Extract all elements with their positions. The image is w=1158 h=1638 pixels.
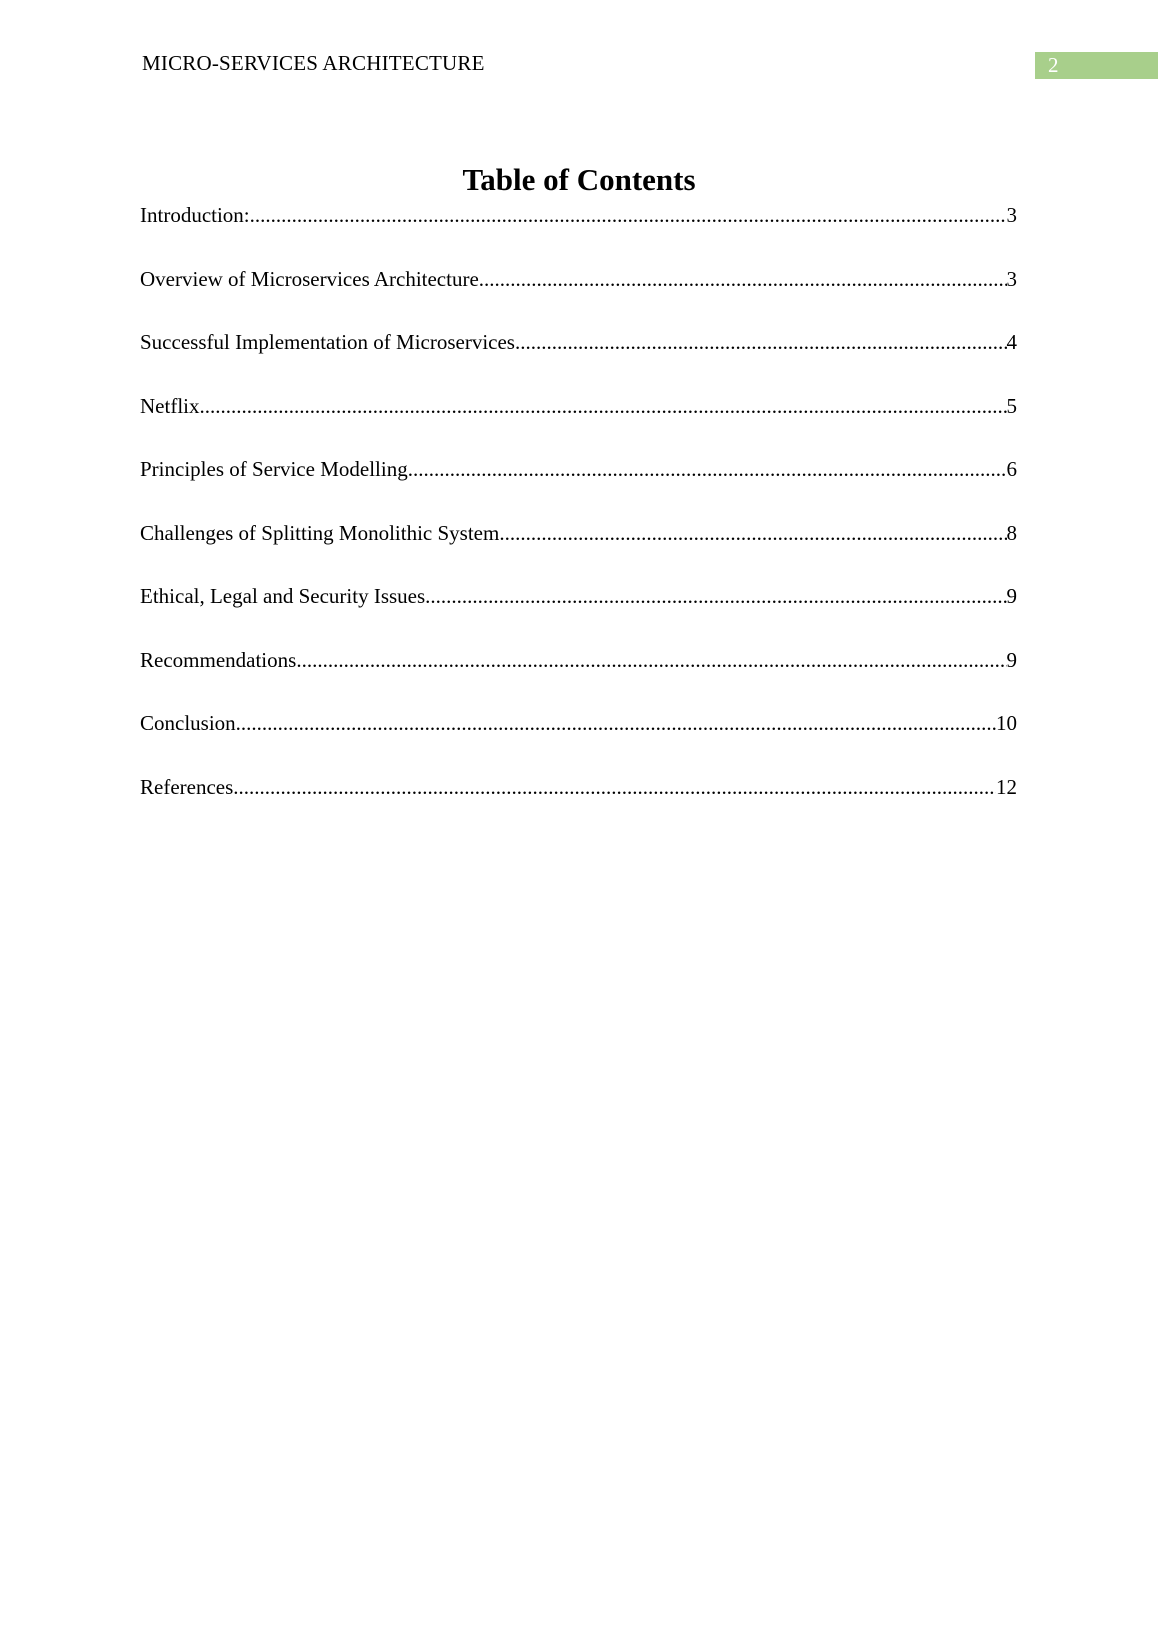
toc-entry-conclusion[interactable] — [140, 707, 1017, 771]
toc-heading: Table of Contents — [462, 162, 696, 197]
toc-entry-recommendations[interactable] — [140, 644, 1017, 708]
toc-entry-ethical-legal-security[interactable] — [140, 580, 1017, 644]
toc-entry-principles[interactable] — [140, 453, 1017, 517]
toc-dot-leader — [233, 771, 996, 803]
toc-entry-page: 9 — [1006, 647, 1017, 672]
toc-entry-netflix[interactable] — [140, 390, 1017, 454]
toc-entry-page: 5 — [1006, 393, 1017, 418]
toc-entry-page: 10 — [996, 711, 1017, 735]
toc-entry-label: Challenges of Splitting Monolithic System — [140, 520, 500, 545]
toc-entry-overview[interactable] — [140, 263, 1017, 327]
toc-dot-leader — [515, 326, 1007, 358]
toc-entry-label: Netflix — [140, 393, 200, 418]
toc-dot-leader — [425, 580, 1006, 612]
toc-entry-label: Recommendations — [140, 647, 297, 672]
toc-entry-label: References — [140, 774, 234, 799]
toc-entry-page: 4 — [1006, 330, 1017, 354]
toc-entry-page: 6 — [1006, 457, 1017, 481]
toc-entry-challenges[interactable] — [140, 517, 1017, 581]
toc-dot-leader — [408, 453, 1007, 485]
toc-dot-leader — [236, 707, 996, 739]
toc-entry-label: Conclusion — [140, 711, 236, 735]
toc-dot-leader — [479, 263, 1007, 295]
toc-entry-label: Overview of Microservices Architecture — [140, 266, 479, 291]
toc-list — [140, 199, 1017, 834]
toc-entry-page: 3 — [1006, 266, 1017, 291]
toc-dot-leader — [296, 644, 1006, 676]
page-number: 2 — [1048, 53, 1059, 77]
toc-entry-introduction[interactable] — [140, 199, 1017, 263]
toc-entry-page: 8 — [1006, 520, 1017, 545]
toc-entry-page: 12 — [996, 774, 1017, 799]
toc-dot-leader — [199, 390, 1006, 422]
running-header-title: MICRO-SERVICES ARCHITECTURE — [142, 51, 485, 75]
toc-entry-page: 9 — [1006, 584, 1017, 608]
toc-dot-leader — [499, 517, 1006, 549]
toc-entry-label: Principles of Service Modelling — [140, 457, 408, 481]
toc-entry-label: Successful Implementation of Microservices — [140, 330, 515, 354]
toc-entry-references[interactable] — [140, 771, 1017, 835]
toc-dot-leader — [250, 199, 1007, 231]
toc-entry-label: Ethical, Legal and Security Issues — [140, 584, 426, 608]
toc-entry-page: 3 — [1006, 203, 1017, 227]
toc-entry-label: Introduction: — [140, 203, 250, 227]
toc-entry-successful-implementation[interactable] — [140, 326, 1017, 390]
page-number-badge — [1035, 52, 1158, 79]
